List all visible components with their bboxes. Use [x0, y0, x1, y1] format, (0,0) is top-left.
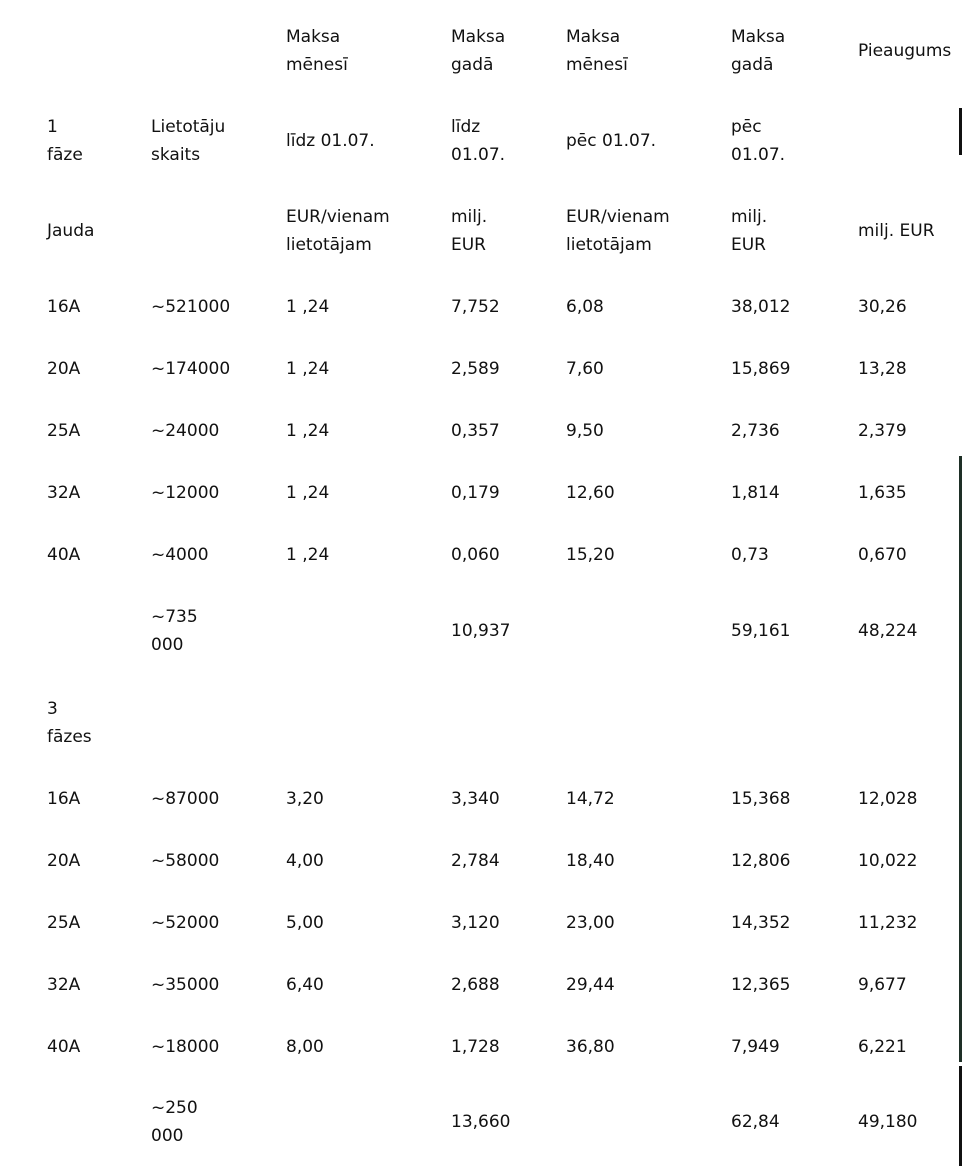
cell-monthly-after: 36,80 — [566, 1037, 615, 1057]
right-edge-line-bottom — [959, 1066, 962, 1166]
cell-monthly-before: Maksa mēnesī — [286, 27, 348, 75]
cell-monthly-before: 6,40 — [286, 975, 324, 995]
table-row — [0, 541, 963, 569]
cell-yearly-after: 15,368 — [731, 789, 791, 809]
cell-increase: milj. EUR — [858, 221, 935, 241]
table-row — [0, 23, 963, 79]
cell-users: ~4000 — [151, 545, 209, 565]
cell-users: ~87000 — [151, 789, 220, 809]
cell-yearly-before: 13,660 — [451, 1112, 511, 1132]
cell-users: ~12000 — [151, 483, 220, 503]
table-row — [0, 1033, 963, 1061]
cell-yearly-after: Maksa gadā — [731, 27, 786, 75]
cell-increase: 1,635 — [858, 483, 907, 503]
table-row — [0, 847, 963, 875]
cell-monthly-before: 8,00 — [286, 1037, 324, 1057]
cell-yearly-before — [451, 695, 556, 751]
table-row — [0, 417, 963, 445]
cell-monthly-before — [286, 603, 441, 659]
table-row — [0, 203, 963, 259]
cell-monthly-before: līdz 01.07. — [286, 131, 375, 151]
cell-users — [151, 203, 276, 259]
table-row — [0, 695, 963, 751]
cell-monthly-before: 1 ,24 — [286, 297, 330, 317]
cell-monthly-before: 1 ,24 — [286, 545, 330, 565]
cell-monthly-after: 29,44 — [566, 975, 615, 995]
cell-monthly-after: 14,72 — [566, 789, 615, 809]
cell-users: ~52000 — [151, 913, 220, 933]
cell-users: ~174000 — [151, 359, 231, 379]
cell-yearly-after: 2,736 — [731, 421, 780, 441]
cell-increase: 6,221 — [858, 1037, 907, 1057]
right-edge-line-top — [959, 108, 962, 155]
cell-monthly-before: 3,20 — [286, 789, 324, 809]
cell-users: ~735 000 — [151, 607, 198, 655]
table-row — [0, 603, 963, 659]
cell-monthly-after — [566, 1094, 721, 1150]
table-row — [0, 355, 963, 383]
cell-yearly-after — [731, 695, 849, 751]
cell-monthly-before: 1 ,24 — [286, 483, 330, 503]
cell-monthly-after: 23,00 — [566, 913, 615, 933]
cell-yearly-after: 62,84 — [731, 1112, 780, 1132]
cell-increase: Pieaugums — [858, 41, 952, 61]
right-edge-line-middle — [959, 456, 962, 1062]
table-row — [0, 971, 963, 999]
table-row — [0, 293, 963, 321]
cell-yearly-after: 7,949 — [731, 1037, 780, 1057]
cell-yearly-before: 3,340 — [451, 789, 500, 809]
cell-monthly-after: Maksa mēnesī — [566, 27, 628, 75]
cell-label: 40A — [47, 545, 81, 565]
cell-yearly-before: līdz 01.07. — [451, 117, 506, 165]
cell-monthly-after: 18,40 — [566, 851, 615, 871]
cell-monthly-after — [566, 695, 721, 751]
cell-increase: 49,180 — [858, 1112, 918, 1132]
cell-label — [47, 23, 142, 79]
cell-yearly-before: milj. EUR — [451, 207, 488, 255]
cell-monthly-before — [286, 1094, 441, 1150]
cell-users: ~18000 — [151, 1037, 220, 1057]
cell-label — [47, 603, 142, 659]
cell-yearly-before: 2,688 — [451, 975, 500, 995]
cell-yearly-after: 0,73 — [731, 545, 769, 565]
cell-monthly-after: 12,60 — [566, 483, 615, 503]
cell-monthly-before — [286, 695, 441, 751]
cell-label: 1 fāze — [47, 117, 83, 165]
cell-users: ~250 000 — [151, 1098, 198, 1146]
cell-label: 25A — [47, 421, 81, 441]
cell-yearly-before: Maksa gadā — [451, 27, 506, 75]
cell-increase: 30,26 — [858, 297, 907, 317]
cell-monthly-after: EUR/vienam lietotājam — [566, 207, 670, 255]
cell-monthly-before: 1 ,24 — [286, 421, 330, 441]
cell-yearly-after: pēc 01.07. — [731, 117, 786, 165]
table-row — [0, 479, 963, 507]
cell-label: 16A — [47, 789, 81, 809]
cell-monthly-after — [566, 603, 721, 659]
cell-monthly-after: 7,60 — [566, 359, 604, 379]
cell-users — [151, 695, 276, 751]
cell-users: ~24000 — [151, 421, 220, 441]
table-row — [0, 909, 963, 937]
cell-label: 16A — [47, 297, 81, 317]
cell-increase — [858, 695, 963, 751]
cell-increase: 2,379 — [858, 421, 907, 441]
cell-monthly-after: 9,50 — [566, 421, 604, 441]
cell-label — [47, 1094, 142, 1150]
cell-increase: 0,670 — [858, 545, 907, 565]
table-row — [0, 113, 963, 169]
cell-label: 40A — [47, 1037, 81, 1057]
cell-increase: 12,028 — [858, 789, 918, 809]
cell-increase: 10,022 — [858, 851, 918, 871]
cell-yearly-after: 15,869 — [731, 359, 791, 379]
cell-monthly-before: 5,00 — [286, 913, 324, 933]
cell-label: 32A — [47, 483, 81, 503]
cell-users: Lietotāju skaits — [151, 117, 226, 165]
cell-increase: 9,677 — [858, 975, 907, 995]
cell-yearly-before: 2,784 — [451, 851, 500, 871]
cell-yearly-after: milj. EUR — [731, 207, 768, 255]
cell-yearly-after: 12,365 — [731, 975, 791, 995]
cell-label: 20A — [47, 359, 81, 379]
cell-increase: 48,224 — [858, 621, 918, 641]
cell-increase — [858, 113, 963, 169]
cell-increase: 11,232 — [858, 913, 918, 933]
cell-label: 3 fāzes — [47, 699, 92, 747]
cell-monthly-after: 15,20 — [566, 545, 615, 565]
table-row — [0, 1094, 963, 1150]
cell-users — [151, 23, 276, 79]
cell-yearly-after: 12,806 — [731, 851, 791, 871]
cell-yearly-after: 38,012 — [731, 297, 791, 317]
cell-users: ~521000 — [151, 297, 231, 317]
cell-users: ~58000 — [151, 851, 220, 871]
cell-yearly-before: 2,589 — [451, 359, 500, 379]
cell-yearly-before: 0,179 — [451, 483, 500, 503]
table-row — [0, 785, 963, 813]
cell-yearly-after: 59,161 — [731, 621, 791, 641]
cell-users: ~35000 — [151, 975, 220, 995]
cell-yearly-before: 1,728 — [451, 1037, 500, 1057]
cell-label: 25A — [47, 913, 81, 933]
cell-yearly-after: 14,352 — [731, 913, 791, 933]
cell-yearly-before: 7,752 — [451, 297, 500, 317]
cell-yearly-before: 10,937 — [451, 621, 511, 641]
cell-monthly-after: 6,08 — [566, 297, 604, 317]
cell-label: 20A — [47, 851, 81, 871]
cell-monthly-after: pēc 01.07. — [566, 131, 657, 151]
cell-monthly-before: 4,00 — [286, 851, 324, 871]
cell-monthly-before: 1 ,24 — [286, 359, 330, 379]
cell-yearly-before: 3,120 — [451, 913, 500, 933]
cell-label: 32A — [47, 975, 81, 995]
cell-yearly-before: 0,357 — [451, 421, 500, 441]
cell-yearly-after: 1,814 — [731, 483, 780, 503]
cell-label: Jauda — [47, 221, 95, 241]
cell-monthly-before: EUR/vienam lietotājam — [286, 207, 390, 255]
cell-increase: 13,28 — [858, 359, 907, 379]
cell-yearly-before: 0,060 — [451, 545, 500, 565]
